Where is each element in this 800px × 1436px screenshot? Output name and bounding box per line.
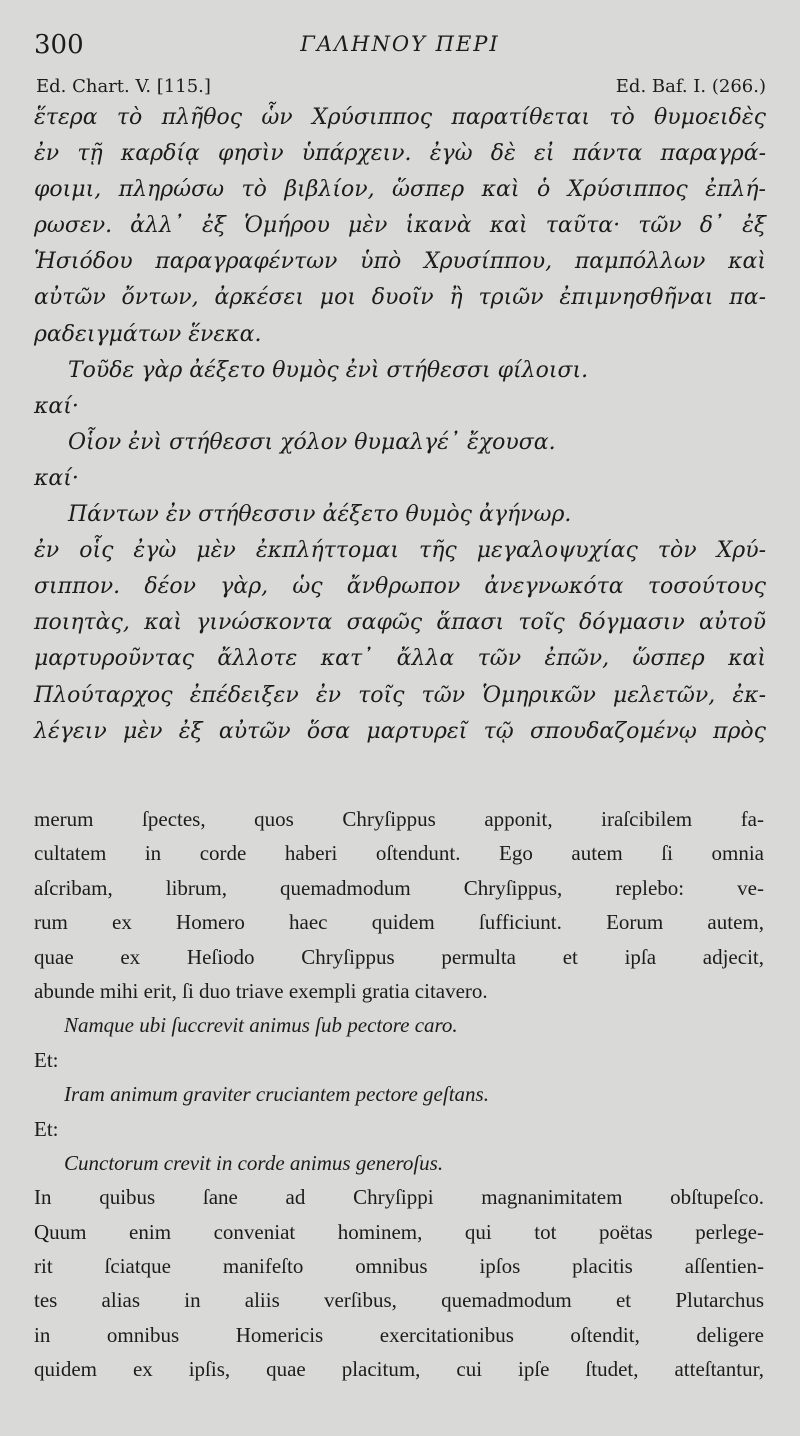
running-title: ΓΑΛΗΝΟΥ ΠΕΡΙ [300,32,500,56]
greek-line: καί· [34,393,79,419]
latin-line: aſcribam, librum, quemadmodum Chryſippus, replebo: ve- [34,875,764,900]
greek-line: Ἡσιόδου παραγραφέντων ὑπὸ Χρυσίππου, παμπόλλων καὶ [34,249,766,275]
latin-verse-line: Namque ubi ſuccrevit animus ſub pectore caro. [64,1013,458,1038]
latin-line: cultatem in corde haberi oſtendunt. Ego autem ſi omnia [34,841,764,866]
greek-verse-line: Οἷον ἐνὶ στήθεσσι χόλον θυμαλγέ᾽ ἔχουσα. [68,429,556,455]
greek-line: ποιητὰς, καὶ γινώσκοντα σαφῶς ἅπασι τοῖς δόγμασιν αὐτοῦ [34,610,766,636]
latin-line: in omnibus Homericis exercitationibus oſtendit, deligere [34,1322,764,1347]
greek-line: σιππον. δέον γὰρ, ὡς ἄνθρωπον ἀνεγνωκότα τοσούτους [34,574,766,600]
latin-text [34,802,764,1387]
greek-line: αὐτῶν ὄντων, ἀρκέσει μοι δυοῖν ἢ τριῶν ἐπιμνησθῆναι πα- [34,285,766,311]
latin-line: merum ſpectes, quos Chryſippus apponit, iraſcibilem fa- [34,807,764,831]
latin-line: quae ex Heſiodo Chryſippus permulta et ipſa adjecit, [34,944,764,969]
latin-verse-line: Iram animum graviter cruciantem pectore geſtans. [64,1082,489,1107]
greek-line: μαρτυροῦντας ἄλλοτε κατ᾽ ἄλλα τῶν ἐπῶν, ὥσπερ καὶ [34,646,766,672]
greek-line: ραδειγμάτων ἕνεκα. [34,321,262,347]
greek-text [34,100,766,750]
latin-line: tes alias in aliis verſibus, quemadmodum et Plutarchus [34,1288,764,1313]
greek-verse-line: Τοῦδε γὰρ ἀέξετο θυμὸς ἐνὶ στήθεσσι φίλοισι. [68,357,589,383]
latin-line: rit ſciatque manifeſto omnibus ipſos placitis aſſentien- [34,1254,764,1279]
latin-line: abunde mihi erit, ſi duo triave exempli gratia citavero. [34,978,488,1003]
edition-right: Ed. Baf. I. (266.) [615,76,766,97]
page-number: 300 [34,30,84,60]
latin-line: quidem ex ipſis, quae placitum, cui ipſe ſtudet, atteſtantur, [34,1357,764,1382]
greek-line: ρωσεν. ἀλλ᾽ ἐξ Ὁμήρου μὲν ἱκανὰ καὶ ταῦτα· τῶν δ᾽ ἐξ [34,213,766,239]
latin-line: rum ex Homero haec quidem ſufficiunt. Eorum autem, [34,910,764,935]
greek-line: ἐν οἷς ἐγὼ μὲν ἐκπλήττομαι τῆς μεγαλοψυχίας τὸν Χρύ- [34,538,766,564]
edition-left: Ed. Chart. V. [115.] [36,76,211,97]
greek-line: ἐν τῇ καρδίᾳ φησὶν ὑπάρχειν. ἐγὼ δὲ εἰ πάντα παραγρά- [34,141,766,167]
latin-line: In quibus ſane ad Chryſippi magnanimitatem obſtupeſco. [34,1185,764,1210]
greek-line: Πλούταρχος ἐπέδειξεν ἐν τοῖς τῶν Ὁμηρικῶν μελετῶν, ἐκ- [34,682,766,708]
greek-line: φοιμι, πληρώσω τὸ βιβλίον, ὥσπερ καὶ ὁ Χρύσιππος ἐπλή- [34,177,766,203]
greek-verse-line: Πάντων ἐν στήθεσσιν ἀέξετο θυμὸς ἀγήνωρ. [68,502,572,528]
latin-line: Quum enim conveniat hominem, qui tot poëtas perlege- [34,1219,764,1244]
greek-line: καί· [34,465,79,491]
latin-line: Et: [34,1116,59,1141]
greek-line: ἕτερα τὸ πλῆθος ὧν Χρύσιππος παρατίθεται τὸ θυμοειδὲς [34,105,766,130]
greek-line: λέγειν μὲν ἐξ αὐτῶν ὅσα μαρτυρεῖ τῷ σπουδαζομένῳ πρὸς [34,718,766,744]
latin-line: Et: [34,1047,59,1072]
latin-verse-line: Cunctorum crevit in corde animus generoſus. [64,1150,444,1175]
